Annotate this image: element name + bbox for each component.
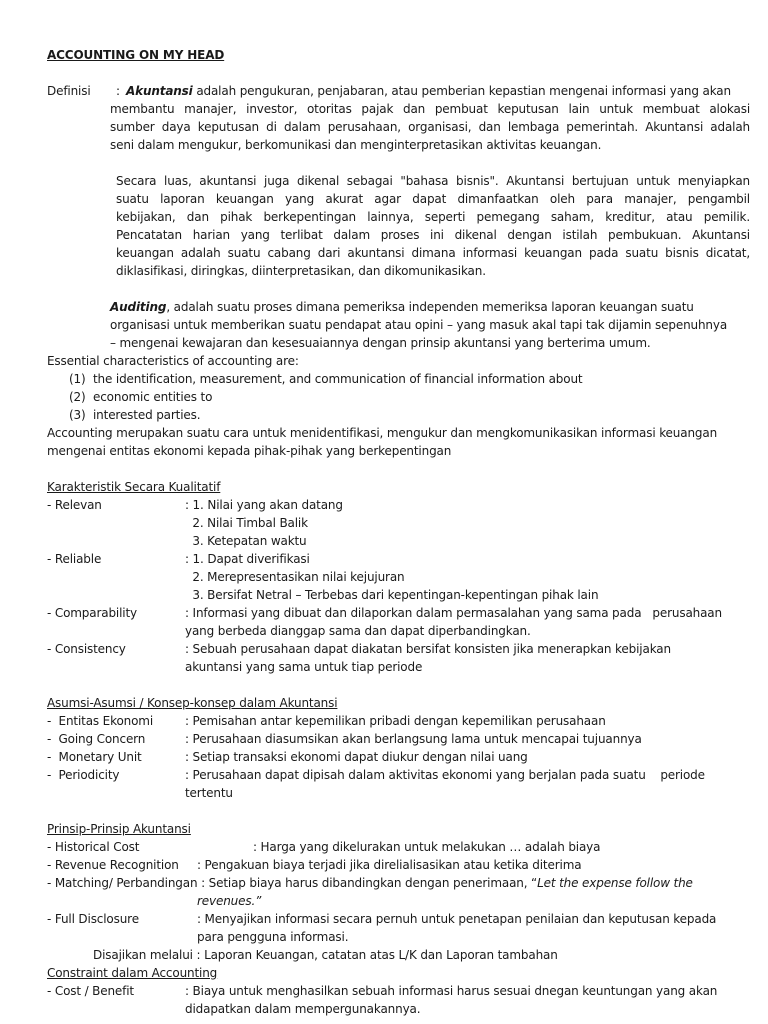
essential-item-2-num: (2): [69, 390, 86, 404]
full-disclosure-line-1: : Menyajikan informasi secara pernuh untuk penetapan penilaian dan keputusan kepada: [197, 912, 717, 926]
auditing-term: Auditing: [110, 300, 167, 314]
auditing-line-3: – mengenai kewajaran dan kesesuaiannya dengan prinsip akuntansi yang berterima umum.: [110, 336, 651, 350]
bisnis-line-4: Pencatatan harian yang terlibat dalam proses ini dikenal dengan istilah pembukuan. Akuntansi: [116, 228, 750, 242]
relevan-label: - Relevan: [47, 498, 102, 512]
constraint-heading: Constraint dalam Accounting: [47, 966, 218, 980]
document-title: ACCOUNTING ON MY HEAD: [47, 48, 225, 62]
periodicity-line-1: : Perusahaan dapat dipisah dalam aktivitas ekonomi yang berjalan pada suatu periode: [185, 768, 705, 782]
asumsi-heading: Asumsi-Asumsi / Konsep-konsep dalam Akuntansi: [47, 696, 338, 710]
kualitatif-heading: Karakteristik Secara Kualitatif: [47, 480, 221, 494]
going-concern-label: - Going Concern: [47, 732, 146, 746]
reliable-line-1: : 1. Dapat diverifikasi: [185, 552, 310, 566]
consistency-label: - Consistency: [47, 642, 126, 656]
full-disclosure-line-2: para pengguna informasi.: [197, 930, 349, 944]
definisi-label: Definisi: [47, 84, 91, 98]
reliable-line-3: 3. Bersifat Netral – Terbebas dari kepentingan-kepentingan pihak lain: [185, 588, 599, 602]
matching-line-1: [47, 875, 693, 892]
consistency-line-1: : Sebuah perusahaan dapat diakatan bersifat konsisten jika menerapkan kebijakan: [185, 642, 671, 656]
disajikan-line: Disajikan melalui : Laporan Keuangan, catatan atas L/K dan Laporan tambahan: [93, 948, 558, 962]
definisi-line-1: [126, 83, 731, 100]
bisnis-line-6: diklasifikasi, diringkas, diinterpretasikan, dan dikomunikasikan.: [116, 264, 486, 278]
matching-quote: Let the expense follow the: [537, 876, 693, 890]
comparability-line-2: yang berbeda dianggap sama dan dapat diperbandingkan.: [185, 624, 531, 638]
definisi-text-1: adalah pengukuran, penjabaran, atau pemberian kepastian mengenai informasi yang akan: [196, 84, 731, 98]
matching-quote-end: revenues.”: [197, 894, 262, 908]
matching-label: - Matching/ Perbandingan: [47, 876, 198, 890]
comparability-line-1: : Informasi yang dibuat dan dilaporkan dalam permasalahan yang sama pada perusahaan: [185, 606, 722, 620]
periodicity-label: - Periodicity: [47, 768, 120, 782]
entitas-label: - Entitas Ekonomi: [47, 714, 154, 728]
definisi-line-4: seni dalam mengukur, berkomunikasi dan menginterpretasikan aktivitas keuangan.: [110, 138, 602, 152]
essential-item-2-text: economic entities to: [93, 390, 213, 404]
essential-heading: Essential characteristics of accounting are:: [47, 354, 299, 368]
relevan-line-3: 3. Ketepatan waktu: [185, 534, 307, 548]
cost-benefit-label: - Cost / Benefit: [47, 984, 134, 998]
essential-item-1-num: (1): [69, 372, 86, 386]
bisnis-line-3: kebijakan, dan pihak berkepentingan lainnya, seperti pemegang saham, kreditur, atau pemilik.: [116, 210, 750, 224]
essential-summary-2: mengenai entitas ekonomi kepada pihak-pihak yang berkepentingan: [47, 444, 452, 458]
monetary-unit-label: - Monetary Unit: [47, 750, 142, 764]
definisi-colon: :: [116, 84, 120, 98]
definisi-line-2: membantu manajer, investor, otoritas pajak dan pembuat keputusan lain untuk membuat alokasi: [110, 102, 750, 116]
consistency-line-2: akuntansi yang sama untuk tiap periode: [185, 660, 423, 674]
historical-cost-text: : Harga yang dikelurakan untuk melakukan … adalah biaya: [253, 840, 601, 854]
cost-benefit-line-2: didapatkan dalam mempergunakannya.: [185, 1002, 421, 1016]
cost-benefit-line-1: : Biaya untuk menghasilkan sebuah informasi harus sesuai dnegan keuntungan yang akan: [185, 984, 718, 998]
bisnis-line-1: Secara luas, akuntansi juga dikenal sebagai "bahasa bisnis". Akuntansi bertujuan untuk menyiapkan: [116, 174, 750, 188]
entitas-text: : Pemisahan antar kepemilikan pribadi dengan kepemilikan perusahaan: [185, 714, 606, 728]
essential-item-3-num: (3): [69, 408, 86, 422]
auditing-line-1: [110, 299, 694, 316]
matching-text: : Setiap biaya harus dibandingkan dengan penerimaan, “: [201, 876, 538, 890]
definisi-line-3: sumber daya keputusan di dalam perusahaan, organisasi, dan lembaga pemerintah. Akuntansi adalah: [110, 120, 750, 134]
historical-cost-label: - Historical Cost: [47, 840, 140, 854]
essential-item-1-text: the identification, measurement, and communication of financial information about: [93, 372, 583, 386]
relevan-line-1: : 1. Nilai yang akan datang: [185, 498, 343, 512]
bisnis-line-2: suatu laporan keuangan yang akurat agar dapat dimanfaatkan oleh para manajer, pengambil: [116, 192, 750, 206]
reliable-line-2: 2. Merepresentasikan nilai kejujuran: [185, 570, 405, 584]
matching-line-2: [197, 893, 261, 910]
comparability-label: - Comparability: [47, 606, 137, 620]
revenue-recognition-label: - Revenue Recognition: [47, 858, 179, 872]
full-disclosure-label: - Full Disclosure: [47, 912, 139, 926]
relevan-line-2: 2. Nilai Timbal Balik: [185, 516, 308, 530]
akuntansi-term: Akuntansi: [126, 84, 193, 98]
bisnis-line-5: keuangan adalah suatu cabang dari akuntansi dimana informasi keuangan pada suatu bisnis dicatat,: [116, 246, 750, 260]
monetary-unit-text: : Setiap transaksi ekonomi dapat diukur dengan nilai uang: [185, 750, 528, 764]
essential-item-3-text: interested parties.: [93, 408, 201, 422]
revenue-recognition-text: : Pengakuan biaya terjadi jika direlialisasikan atau ketika diterima: [197, 858, 582, 872]
reliable-label: - Reliable: [47, 552, 102, 566]
prinsip-heading: Prinsip-Prinsip Akuntansi: [47, 822, 191, 836]
going-concern-text: : Perusahaan diasumsikan akan berlangsung lama untuk mencapai tujuannya: [185, 732, 642, 746]
auditing-line-2: organisasi untuk memberikan suatu pendapat atau opini – yang masuk akal tapi tak dijamin sepenuhnya: [110, 318, 728, 332]
essential-summary-1: Accounting merupakan suatu cara untuk menidentifikasi, mengukur dan mengkomunikasikan informasi keuangan: [47, 426, 718, 440]
auditing-text-1: , adalah suatu proses dimana pemeriksa independen memeriksa laporan keuangan suatu: [166, 300, 694, 314]
periodicity-line-2: tertentu: [185, 786, 233, 800]
